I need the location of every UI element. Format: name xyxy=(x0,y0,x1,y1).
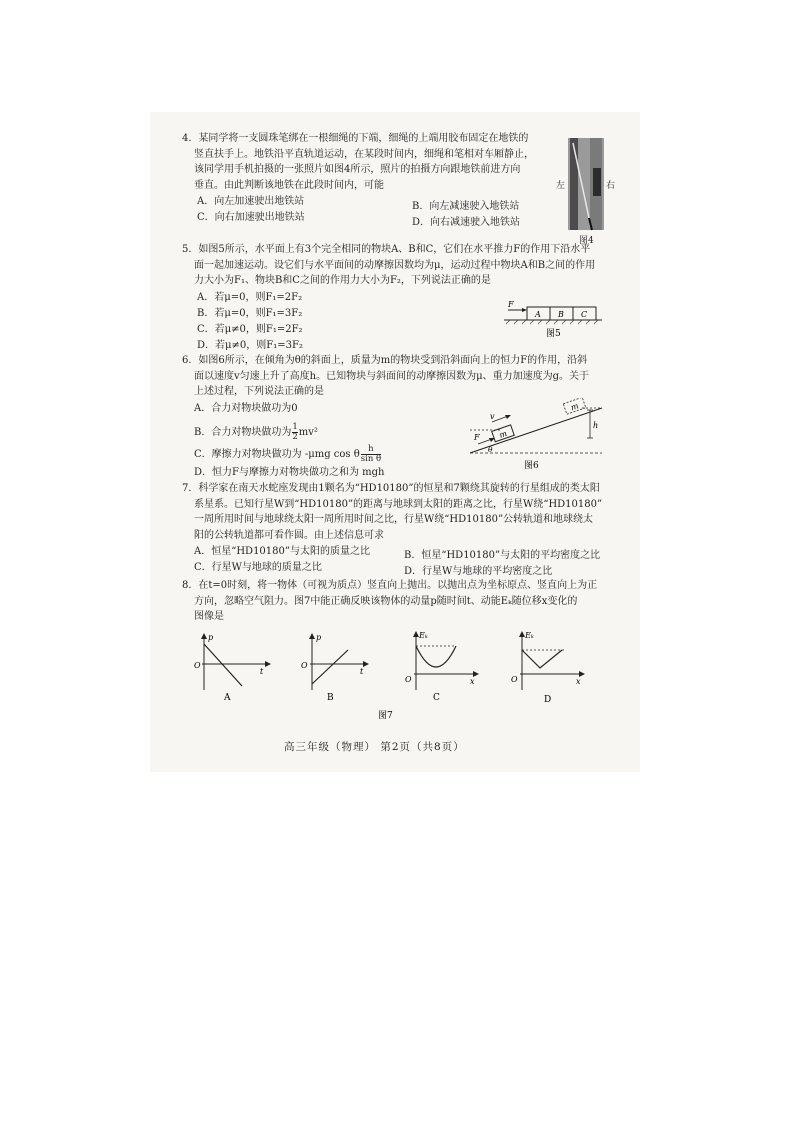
q5-option-b: B．若μ=0，则F₁=3F₂ xyxy=(197,308,303,319)
q6-line: 6．如图6所示，在倾角为θ的斜面上，质量为m的物块受到沿斜面向上的恒力F的作用，沿斜 xyxy=(182,355,588,366)
figure-7-graphs xyxy=(188,628,600,723)
q6-line: 面以速度v匀速上升了高度h。已知物块与斜面间的动摩擦因数为μ、重力加速度为g。关于 xyxy=(194,370,589,382)
figure-4-right-label: 右 xyxy=(606,181,616,191)
question-8-stem xyxy=(182,578,597,625)
q4-line: 垂直。由此判断该地铁在此段时间内，可能 xyxy=(194,179,384,191)
page-footer: 高三年级（物理） 第2页（共8页） xyxy=(284,741,465,753)
q6-option-a: A．合力对物块做功为0 xyxy=(194,403,298,414)
q5-line: 面一起加速运动。设它们与水平面间的动摩擦因数均为μ，运动过程中物块A和B之间的作用 xyxy=(194,259,596,271)
figure-6-incline xyxy=(462,398,612,470)
graph-a-xlabel: t xyxy=(260,667,264,676)
graph-c-ylabel: Eₖ xyxy=(419,631,428,640)
fraction-denominator: 2 xyxy=(292,432,298,442)
fraction xyxy=(361,445,381,464)
q6-option-d: D．恒力F与摩擦力对物块做功之和为 mgh xyxy=(194,467,385,478)
q4-line: 该同学用手机拍摄的一张照片如图4所示，照片的拍摄方向跟地铁前进方向 xyxy=(194,164,521,175)
q8-line: 方向，忽略空气阻力。图7中能正确反映该物体的动量p随时间t、动能Eₖ随位移x变化的 xyxy=(194,595,578,607)
graph-b-origin: O xyxy=(301,661,308,670)
block-c-label: C xyxy=(581,310,588,319)
block-b-label: B xyxy=(558,310,564,319)
force-f-label: F xyxy=(474,433,480,442)
velocity-v-label: v xyxy=(490,412,495,421)
graph-c-tag: C xyxy=(433,693,440,703)
q8-line: 图像是 xyxy=(194,611,224,622)
graph-d-origin: O xyxy=(511,675,518,684)
q5-option-a: A．若μ=0，则F₁=2F₂ xyxy=(197,292,303,303)
q4-option-a: A．向左加速驶出地铁站 xyxy=(197,196,305,207)
figure-5-blocks xyxy=(502,300,604,342)
q7-option-d: D．行星W与地球的平均密度之比 xyxy=(404,566,553,577)
q4-line: 4．某同学将一支圆珠笔绑在一根细绳的下端，细绳的上端用胶布固定在地铁的 xyxy=(182,133,529,144)
figure-6-caption: 图6 xyxy=(524,461,539,470)
figure-4-left-label: 左 xyxy=(556,181,566,191)
q5-line: 力大小为F₁、物块B和C之间的作用力大小为F₂，下列说法正确的是 xyxy=(194,275,491,286)
graph-a-line xyxy=(204,644,242,686)
q5-option-d: D．若μ≠0，则F₁=3F₂ xyxy=(197,340,303,351)
graph-b-line xyxy=(312,650,348,684)
q7-line: 阳的公转轨道都可看作圆。由上述信息可求 xyxy=(194,529,384,541)
block-a-label: A xyxy=(535,310,541,319)
graph-c-curve xyxy=(416,646,456,667)
graph-b-xlabel: t xyxy=(360,667,364,676)
graph-b-ylabel: p xyxy=(316,633,322,642)
graph-d-ylabel: Eₖ xyxy=(525,631,534,640)
q6-option-b xyxy=(194,423,318,442)
height-h-label: h xyxy=(593,421,599,430)
figure-7-caption: 图7 xyxy=(378,711,393,721)
graph-a-tag: A xyxy=(224,693,231,703)
block-m-label: m xyxy=(498,428,509,440)
fraction-denominator: sin θ xyxy=(360,454,382,464)
question-7-stem xyxy=(182,481,602,543)
figure-4-caption: 图4 xyxy=(579,236,594,246)
q8-line: 8．在t=0时刻，将一物体（可视为质点）竖直向上抛出。以抛出点为坐标原点、竖直向上为正 xyxy=(182,580,598,591)
angle-theta-label: θ xyxy=(488,445,493,454)
question-6-stem xyxy=(182,353,589,400)
q4-option-b: B．向左减速驶入地铁站 xyxy=(412,201,520,212)
q4-line: 竖直扶手上。地铁沿平直轨道运动，在某段时间内，细绳和笔相对车厢静止， xyxy=(194,148,534,160)
q5-line: 5．如图5所示，水平面上有3个完全相同的物块A、B和C，它们在水平推力F的作用下沿水平 xyxy=(182,244,591,255)
q7-option-c: C．行星W与地球的质量之比 xyxy=(194,562,322,573)
q7-line: 一周所用时间与地球绕太阳一周所用时间之比，行星W绕“HD10180”公转轨道和地球绕太 xyxy=(194,514,594,525)
graph-a-origin: O xyxy=(194,661,201,670)
graph-d-xlabel: x xyxy=(576,677,581,686)
graph-a-ylabel: p xyxy=(208,633,214,642)
figure-4-photo xyxy=(556,138,618,246)
graph-c-xlabel: x xyxy=(470,677,475,686)
graph-c xyxy=(405,631,478,703)
force-f-label: F xyxy=(508,300,514,309)
q7-option-b: B．恒星“HD10180”与太阳的平均密度之比 xyxy=(404,550,601,561)
figure-5-caption: 图5 xyxy=(546,329,561,339)
q4-option-c: C．向右加速驶出地铁站 xyxy=(197,212,305,223)
q7-option-a: A．恒星“HD10180”与太阳的质量之比 xyxy=(194,546,370,557)
q6-option-b-text: B．合力对物块做功为 xyxy=(194,427,292,438)
graph-b-tag: B xyxy=(327,693,334,703)
graph-a xyxy=(194,633,270,703)
q6-line: 上述过程，下列说法正确的是 xyxy=(194,386,324,397)
graph-d-tag: D xyxy=(544,695,552,705)
question-5-stem xyxy=(182,242,595,289)
graph-d xyxy=(511,631,584,705)
q6-option-c xyxy=(194,445,382,464)
question-4-stem xyxy=(182,131,534,193)
fraction xyxy=(292,423,297,442)
q7-line: 系星系。已知行星W到“HD10180”的距离与地球到太阳的距离之比，行星W绕“HD10180” xyxy=(194,498,603,510)
q4-option-d: D．向右减速驶入地铁站 xyxy=(412,217,521,228)
q7-line: 7．科学家在南天水蛇座发现由1颗名为“HD10180”的恒星和7颗绕其旋转的行星组成的类太阳 xyxy=(182,483,600,494)
graph-b xyxy=(301,633,368,703)
fraction-numerator: h xyxy=(368,444,374,454)
graph-c-origin: O xyxy=(405,675,412,684)
q6-option-b-expr: mv² xyxy=(298,427,318,438)
q6-option-c-text: C．摩擦力对物块做功为 -μmg cos θ xyxy=(194,449,360,460)
q5-option-c: C．若μ≠0，则F₁=2F₂ xyxy=(197,324,303,335)
graph-d-line xyxy=(522,650,562,668)
block-m-final-label: m xyxy=(569,401,580,413)
fraction-numerator: 1 xyxy=(292,422,298,432)
